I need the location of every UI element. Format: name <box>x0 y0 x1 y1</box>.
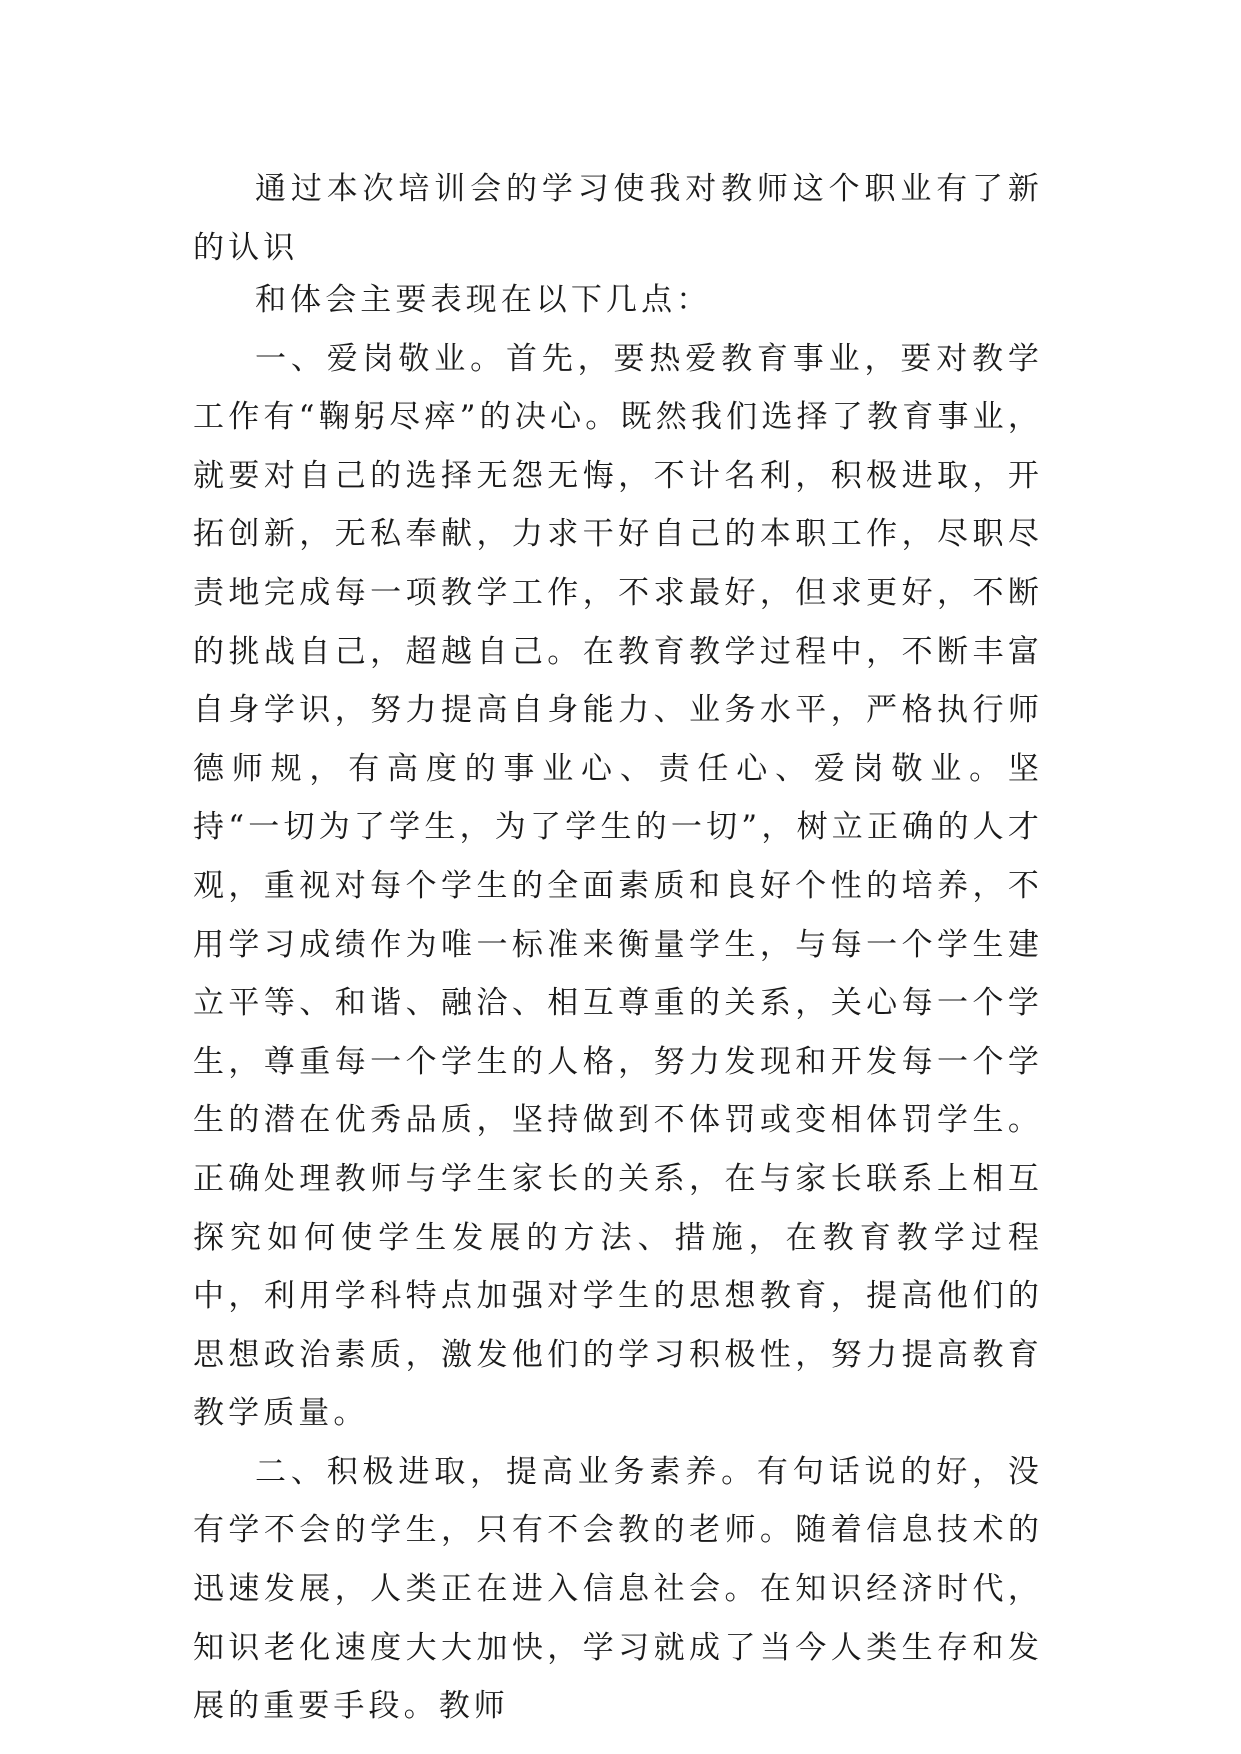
paragraph-intro-line-1: 通过本次培训会的学习使我对教师这个职业有了新的认识 <box>193 171 1043 266</box>
intro-block <box>193 160 1043 277</box>
paragraph-dedication: 一、爱岗敬业。首先，要热爱教育事业，要对教学工作有“鞠躬尽瘁”的决心。既然我们选择了教育事业，就要对自己的选择无怨无悔，不计名利，积极进取，开拓创新，无私奉献，力求干好自己的本职工作，尽职尽责地完成每一项教学工作，不求最好，但求更好，不断的挑战自己，超越自己。在教育教学过程中，不断丰富自身学识，努力提高自身能力、业务水平，严格执行师德师规，有高度的事业心、责任心、爱岗敬业。坚持“一切为了学生，为了学生的一切”，树立正确的人才观，重视对每个学生的全面素质和良好个性的培养，不用学习成绩作为唯一标准来衡量学生，与每一个学生建立平等、和谐、融洽、相互尊重的关系，关心每一个学生，尊重每一个学生的人格，努力发现和开发每一个学生的潜在优秀品质，坚持做到不体罚或变相体罚学生。正确处理教师与学生家长的关系，在与家长联系上相互探究如何使学生发展的方法、措施，在教育教学过程中，利用学科特点加强对学生的思想教育，提高他们的思想政治素质，激发他们的学习积极性，努力提高教育教学质量。 <box>193 340 1043 1432</box>
paragraph-professional-growth: 二、积极进取，提高业务素养。有句话说的好，没有学不会的学生，只有不会教的老师。随着信息技术的迅速发展，人类正在进入信息社会。在知识经济时代，知识老化速度大大加快，学习就成了当今人类生存和发展的重要手段。教师 <box>193 1453 1043 1725</box>
paragraph-intro-line-2: 和体会主要表现在以下几点： <box>255 282 712 318</box>
body-block <box>193 271 1043 1736</box>
